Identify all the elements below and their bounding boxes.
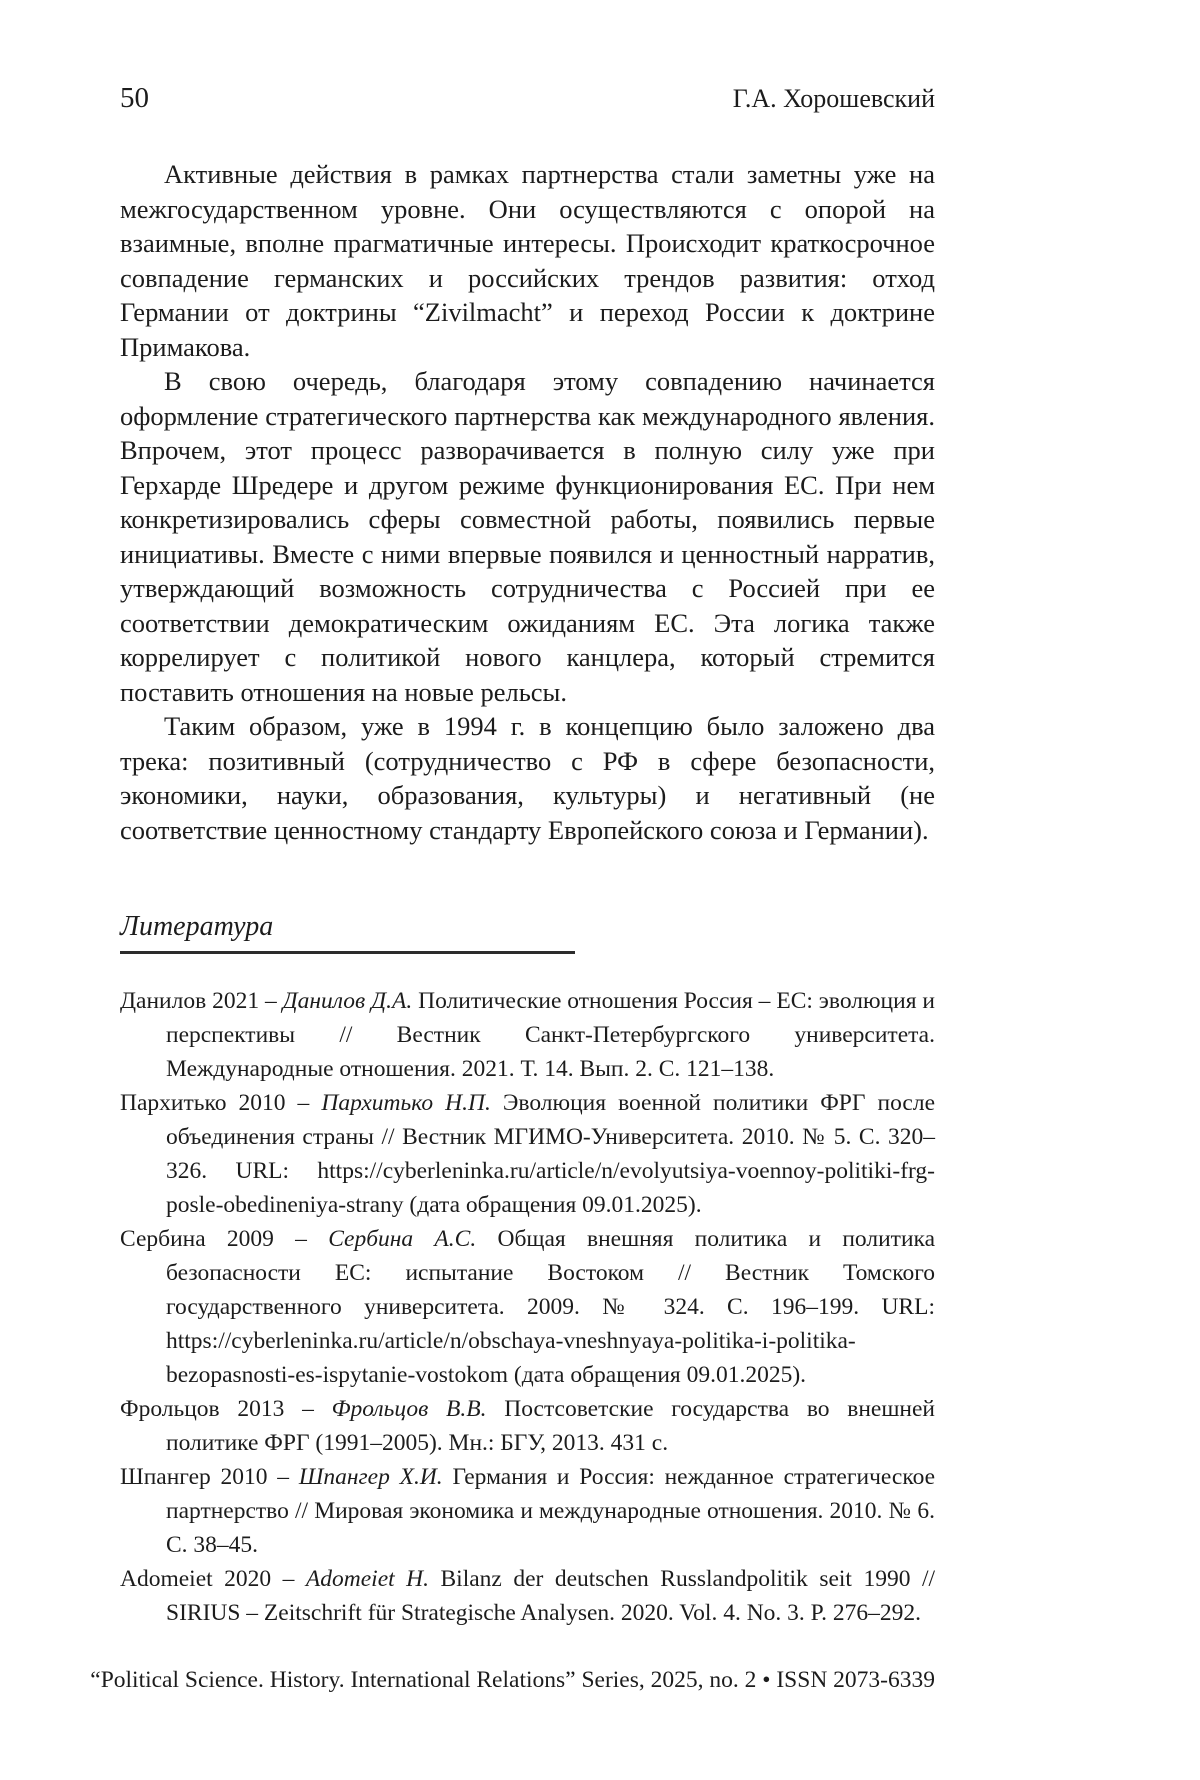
reference-label: Шпангер 2010 – xyxy=(120,1464,290,1490)
reference-author: Данилов Д.А. xyxy=(282,988,413,1014)
reference-item xyxy=(120,1222,935,1392)
text-column xyxy=(120,82,935,1630)
reference-text: Германия и Россия: нежданное стратегическое партнерство // Мировая экономика и международные отношения. 2010. № 6. С. 38–45. xyxy=(166,1464,936,1558)
reference-author: Шпангер Х.И. xyxy=(298,1464,443,1490)
reference-item xyxy=(120,1392,935,1460)
reference-item xyxy=(120,1562,935,1630)
running-head-author: Г.А. Хорошевский xyxy=(732,84,935,113)
reference-text: Bilanz der deutschen Russlandpolitik seit 1990 // SIRIUS – Zeitschrift für Strategische Analysen. 2020. Vol. 4. No. 3. P. 276–292. xyxy=(166,1566,936,1626)
reference-text: Политические отношения Россия – ЕС: эволюция и перспективы // Вестник Санкт-Петербургского университета. Международные отношения. 2021. Т. 14. Вып. 2. С. 121–138. xyxy=(166,988,935,1082)
references-heading: Литература xyxy=(120,911,274,942)
reference-label: Данилов 2021 – xyxy=(120,988,277,1014)
reference-label: Фрольцов 2013 – xyxy=(120,1396,314,1422)
reference-item xyxy=(120,1460,935,1562)
paragraph: В свою очередь, благодаря этому совпадению начинается оформление стратегического партнерства как международного явления. Впрочем, этот процесс разворачивается в полную силу уже при Герхарде Шредере и другом режиме функционирования ЕС. При нем конкретизировались сферы совместной работы, появились первые инициативы. Вместе с ними впервые появился и ценностный нарратив, утверждающий возможность сотрудничества с Россией при ее соответствии демократическим ожиданиям ЕС. Эта логика также коррелирует с политикой нового канцлера, который стремится поставить отношения на новые рельсы. xyxy=(120,366,935,707)
reference-author: Фрольцов В.В. xyxy=(331,1396,487,1422)
journal-footer xyxy=(90,1667,935,1694)
reference-label: Сербина 2009 – xyxy=(120,1226,307,1252)
reference-label: Пархитько 2010 – xyxy=(120,1090,310,1116)
reference-text: Эволюция военной политики ФРГ после объединения страны // Вестник МГИМО-Университета. 2010. № 5. С. 320–326. URL: https://cyberleninka.ru/article/n/evolyutsiya-voennoy-politiki-frg-posle-obedineniya-strany (дата обращения 09.01.2025). xyxy=(166,1090,936,1218)
reference-text: Общая внешняя политика и политика безопасности ЕС: испытание Востоком // Вестник Томского государственного университета. 2009. № 324. С. 196–199. URL: https://cyberleninka.ru/article/n/obschaya-vneshnyaya-politika-i-politika-bezopasnosti-es-ispytanie-vostokom (дата обращения 09.01.2025). xyxy=(166,1226,936,1388)
article-body xyxy=(120,157,935,847)
heading-rule xyxy=(120,951,575,954)
reference-item xyxy=(120,1086,935,1222)
references-list xyxy=(120,984,935,1630)
paragraph: Активные действия в рамках партнерства стали заметны уже на межгосударственном уровне. Они осуществляются с опорой на взаимные, вполне прагматичные интересы. Происходит краткосрочное совпадение германских и российских трендов развития: отход Германии от доктрины “Zivilmacht” и переход России к доктрине Примакова. xyxy=(120,159,935,362)
reference-text: Постсоветские государства во внешней политике ФРГ (1991–2005). Мн.: БГУ, 2013. 431 с. xyxy=(166,1396,936,1456)
reference-author: Adomeiet H. xyxy=(305,1566,429,1592)
paragraph: Таким образом, уже в 1994 г. в концепцию было заложено два трека: позитивный (сотрудничество с РФ в сфере безопасности, экономики, науки, образования, культуры) и негативный (не соответствие ценностному стандарту Европейского союза и Германии). xyxy=(120,711,935,845)
reference-author: Сербина А.С. xyxy=(328,1226,477,1252)
reference-item xyxy=(120,984,935,1086)
references-section xyxy=(120,911,935,1630)
reference-author: Пархитько Н.П. xyxy=(321,1090,491,1116)
reference-label: Adomeiet 2020 – xyxy=(120,1566,295,1592)
journal-footer-text: “Political Science. History. International Relations” Series, 2025, no. 2 • ISSN 2073-6339 xyxy=(90,1667,935,1693)
page-header xyxy=(120,82,935,115)
page-number: 50 xyxy=(120,82,149,114)
